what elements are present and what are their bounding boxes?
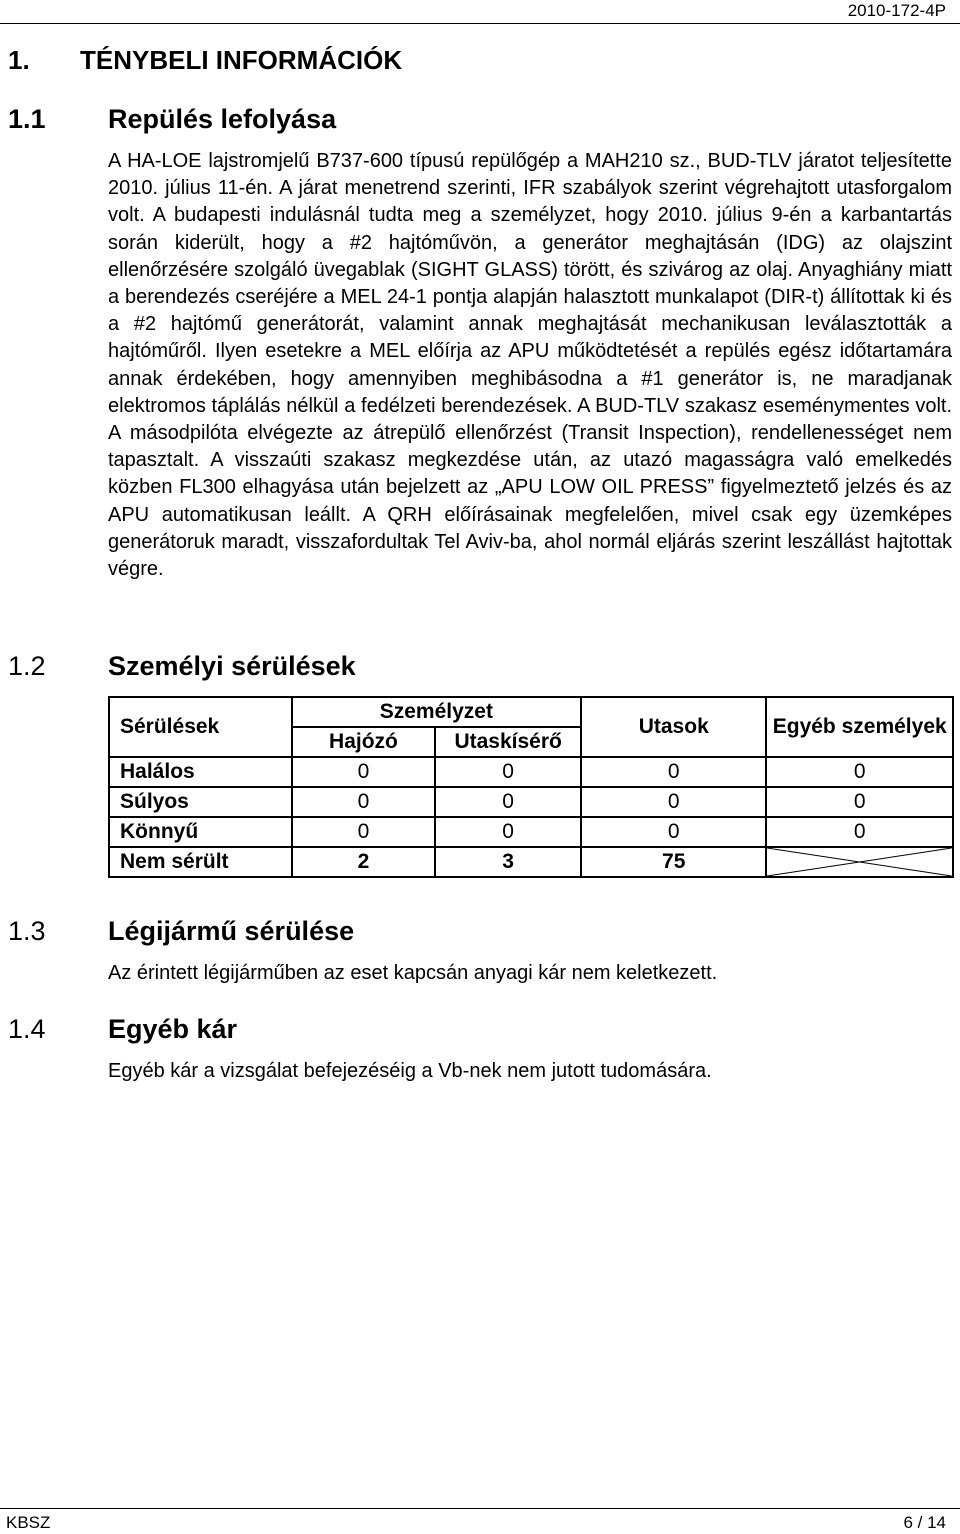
cell-cabin: 3 bbox=[435, 847, 581, 877]
table-row bbox=[109, 817, 953, 847]
section-title: TÉNYBELI INFORMÁCIÓK bbox=[80, 45, 403, 75]
section-1-3-heading bbox=[8, 914, 354, 948]
cell-cabin: 0 bbox=[435, 817, 581, 847]
section-title: Légijármű sérülése bbox=[108, 916, 355, 946]
cell-cabin: 0 bbox=[435, 757, 581, 787]
row-label: Nem sérült bbox=[109, 847, 292, 877]
cell-other: 0 bbox=[766, 817, 953, 847]
row-label: Súlyos bbox=[109, 787, 292, 817]
section-1-1-heading bbox=[8, 102, 336, 136]
cell-other-not-applicable bbox=[766, 847, 953, 877]
footer-organization: KBSZ bbox=[6, 1513, 51, 1532]
table-row bbox=[109, 847, 953, 877]
cell-other: 0 bbox=[766, 757, 953, 787]
cell-cabin: 0 bbox=[435, 787, 581, 817]
header-divider bbox=[0, 23, 960, 24]
row-label: Halálos bbox=[109, 757, 292, 787]
section-title: Repülés lefolyása bbox=[108, 104, 337, 134]
header-crew: Személyzet bbox=[292, 697, 581, 727]
cell-pilot: 0 bbox=[292, 757, 436, 787]
header-pilot: Hajózó bbox=[292, 727, 436, 757]
section-number: 1.1 bbox=[8, 104, 46, 134]
page-number: 6 / 14 bbox=[903, 1513, 946, 1532]
cell-pilot: 2 bbox=[292, 847, 436, 877]
table-row bbox=[109, 757, 953, 787]
section-title: Személyi sérülések bbox=[108, 651, 356, 681]
header-injuries: Sérülések bbox=[109, 697, 292, 757]
section-number: 1.4 bbox=[8, 1014, 46, 1044]
footer-divider bbox=[0, 1508, 960, 1509]
cell-passengers: 75 bbox=[581, 847, 766, 877]
other-damage-text: Egyéb kár a vizsgálat befejezéséig a Vb-nek nem jutott tudomására. bbox=[108, 1060, 712, 1082]
flight-description-paragraph: A HA-LOE lajstromjelű B737-600 típusú repülőgép a MAH210 sz., BUD-TLV járatot teljesítette 2010. július 11-én. A járat menetrend szerinti, IFR szabályok szerint végrehajtott utasforgalom volt. A budapesti indulásnál tudta meg a személyzet, hogy 2010. július 9-én a karbantartás során kiderült, hogy a #2 hajtóművön, a generátor meghajtásán (IDG) az olajszint ellenőrzésére szolgáló üvegablak (SIGHT GLASS) törött, és szivárog az olaj. Anyaghiány miatt a berendezés cseréjére a MEL 24-1 pontja alapján halasztott munkalapot (DIR-t) állítottak ki és a #2 hajtómű generátorát, valamint annak meghajtását mechanikusan leválasztották a hajtóműről. Ilyen esetekre a MEL előírja az APU működtetését a repülés egész időtartamára annak érdekében, hogy amennyiben meghibásodna a #1 generátor is, ne maradjanak elektromos táplálás nélkül a fedélzeti berendezések. A BUD-TLV szakasz eseménymentes volt. A másodpilóta elvégezte az átrepülő ellenőrzést (Transit Inspection), rendellenességet nem tapasztalt. A visszaúti szakasz megkezdése után, az utazó magasságra való emelkedés közben FL300 elhagyása után bejelzett az „APU LOW OIL PRESS” figyelmeztető jelzés és az APU automatikusan leállt. A QRH előírásainak megfelelően, mivel csak egy üzemképes generátoruk maradt, visszafordultak Tel Aviv-ba, ahol normál eljárás szerint leszállást hajtottak végre. bbox=[108, 150, 952, 581]
cell-pilot: 0 bbox=[292, 787, 436, 817]
section-number: 1.2 bbox=[8, 651, 46, 681]
section-1-4-heading bbox=[8, 1012, 237, 1046]
row-label: Könnyű bbox=[109, 817, 292, 847]
section-1-heading bbox=[8, 44, 402, 76]
cell-passengers: 0 bbox=[581, 817, 766, 847]
header-other-persons: Egyéb személyek bbox=[766, 697, 953, 757]
section-number: 1.3 bbox=[8, 916, 46, 946]
cell-other: 0 bbox=[766, 787, 953, 817]
cell-pilot: 0 bbox=[292, 817, 436, 847]
cell-passengers: 0 bbox=[581, 757, 766, 787]
section-1-2-heading bbox=[8, 649, 356, 683]
cell-passengers: 0 bbox=[581, 787, 766, 817]
header-cabin-crew: Utaskísérő bbox=[435, 727, 581, 757]
section-title: Egyéb kár bbox=[108, 1014, 238, 1044]
header-passengers: Utasok bbox=[581, 697, 766, 757]
document-id: 2010-172-4P bbox=[847, 1, 946, 20]
section-number: 1. bbox=[8, 45, 30, 75]
cross-out-mark bbox=[767, 848, 952, 876]
injuries-table bbox=[108, 696, 954, 878]
table-header-row bbox=[109, 697, 953, 727]
table-row bbox=[109, 787, 953, 817]
aircraft-damage-text: Az érintett légijárműben az eset kapcsán anyagi kár nem keletkezett. bbox=[108, 962, 718, 984]
